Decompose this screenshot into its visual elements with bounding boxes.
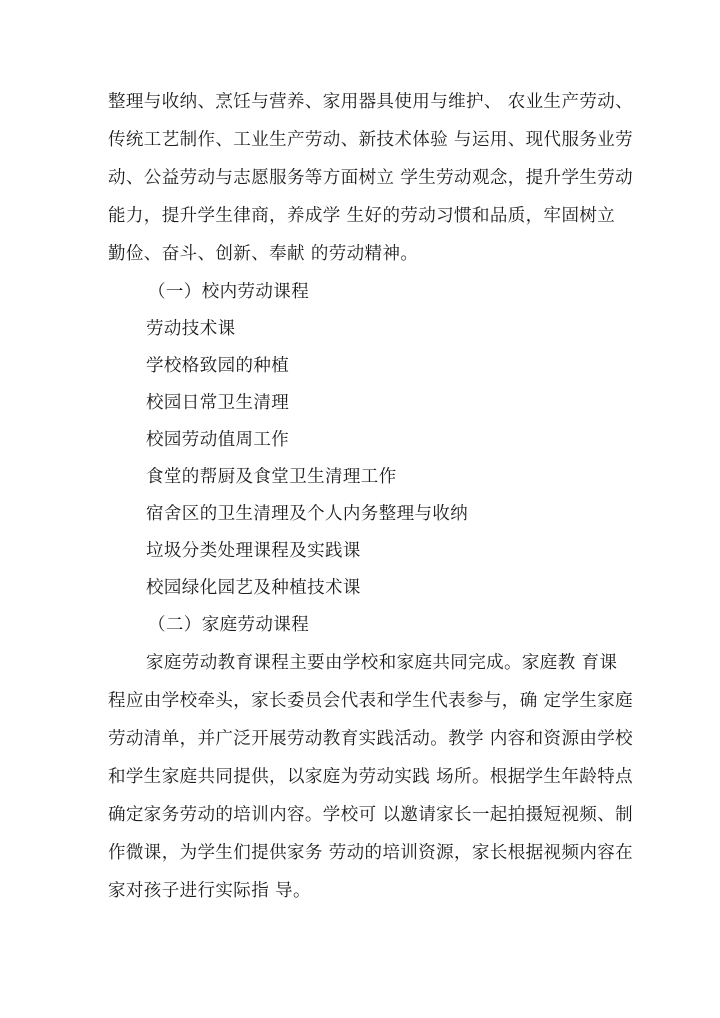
paragraph-line: 动、公益劳动与志愿服务等方面树立 学生劳动观念，提升学生劳动 [108, 168, 634, 188]
paragraph-line: 能力，提升学生律商，养成学 生好的劳动习惯和品质，牢固树立 [108, 206, 616, 226]
list-item: 宿舍区的卫生清理及个人内务整理与收纳 [146, 504, 469, 524]
list-item: 校园绿化园艺及种植技术课 [146, 578, 361, 598]
paragraph-line: 和学生家庭共同提供，以家庭为劳动实践 场所。根据学生年龄特点 [108, 767, 634, 787]
paragraph-line: 程应由学校牵头，家长委员会代表和学生代表参与，确 定学生家庭 [108, 691, 634, 711]
paragraph-line: 确定家务劳动的培训内容。学校可 以邀请家长一起拍摄短视频、制 [108, 805, 634, 825]
list-item: 校园劳动值周工作 [146, 430, 290, 450]
section-heading-school: （一）校内劳动课程 [148, 282, 310, 302]
paragraph-line: 传统工艺制作、工业生产劳动、新技术体验 与运用、现代服务业劳 [108, 130, 634, 150]
list-item: 垃圾分类处理课程及实践课 [146, 541, 361, 561]
list-item: 食堂的帮厨及食堂卫生清理工作 [146, 467, 397, 487]
paragraph-line: 家对孩子进行实际指 导。 [108, 881, 311, 901]
paragraph-line: 作微课，为学生们提供家务 劳动的培训资源，家长根据视频内容在 [108, 843, 634, 863]
paragraph-line: 勤俭、奋斗、创新、奉献 的劳动精神。 [108, 244, 419, 264]
paragraph-line: 家庭劳动教育课程主要由学校和家庭共同完成。家庭教 育课 [146, 653, 618, 673]
list-item: 学校格致园的种植 [146, 356, 290, 376]
list-item: 劳动技术课 [146, 319, 236, 339]
paragraph-line: 劳动清单，并广泛开展劳动教育实践活动。教学 内容和资源由学校 [108, 729, 634, 749]
section-heading-family: （二）家庭劳动课程 [148, 615, 310, 635]
list-item: 校园日常卫生清理 [146, 393, 290, 413]
paragraph-line: 整理与收纳、烹饪与营养、家用器具使用与维护、 农业生产劳动、 [108, 92, 634, 112]
